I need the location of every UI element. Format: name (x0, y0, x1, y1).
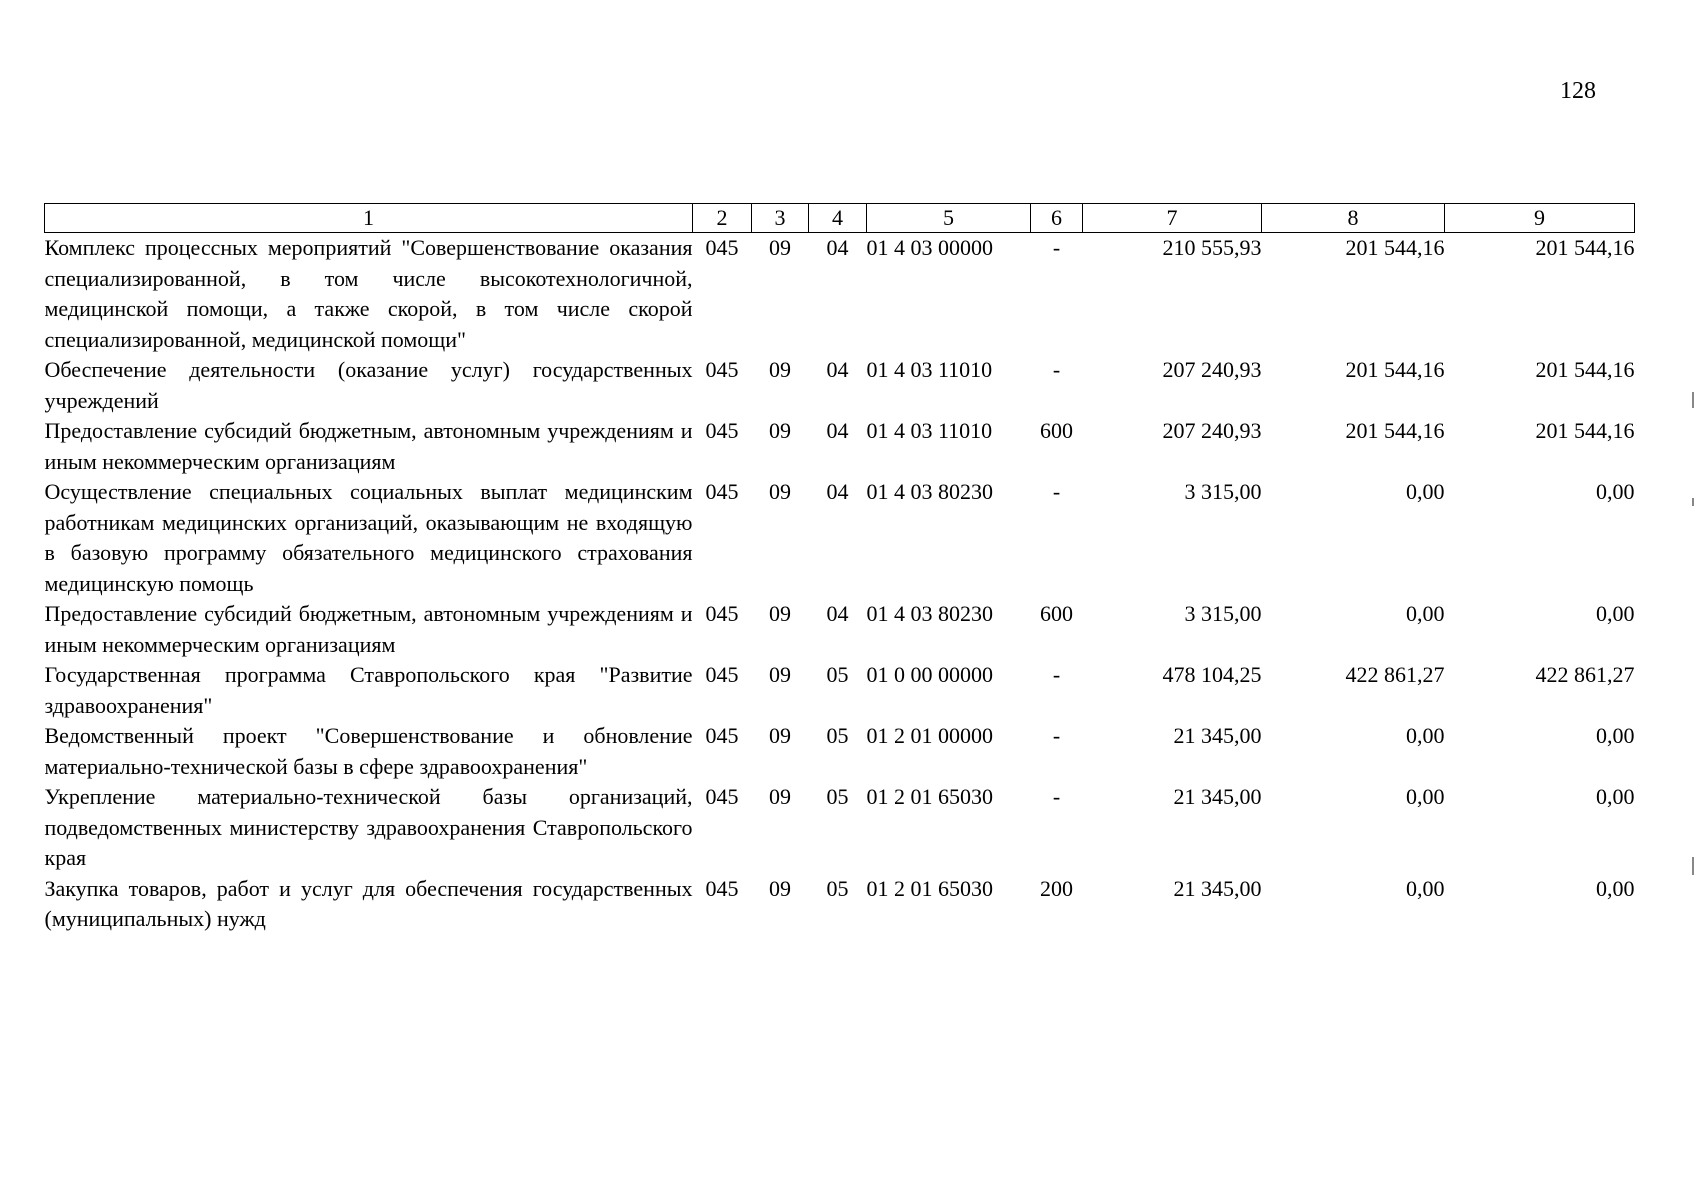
row-col-3-cell: 09 (769, 479, 791, 504)
budget-table (44, 203, 1635, 935)
row-col-5-cell: 01 2 01 65030 (866, 784, 993, 809)
row-col-2-cell: 045 (705, 662, 739, 687)
table-row (45, 874, 1635, 935)
row-col-8-cell: 422 861,27 (1345, 662, 1445, 687)
row-col-4-cell: 05 (826, 875, 849, 901)
page-number: 128 (1560, 78, 1596, 104)
row-col-7-cell: 3 315,00 (1184, 601, 1262, 626)
scan-edge-mark (1692, 857, 1694, 875)
table-row (45, 782, 1635, 874)
row-col-2-cell: 045 (705, 357, 739, 382)
row-col-7-cell: 21 345,00 (1173, 723, 1262, 748)
row-col-5-cell: 01 2 01 65030 (866, 875, 993, 901)
row-col-5-cell: 01 4 03 80230 (866, 601, 993, 626)
header-col-2: 2 (693, 204, 752, 233)
scan-edge-mark (1692, 392, 1694, 408)
row-col-8-cell: 201 544,16 (1345, 418, 1445, 443)
row-name-cell: Предоставление субсидий бюджетным, автономным учреждениям и иным некоммерческим организациям (44, 601, 693, 657)
row-col-6-cell: - (1052, 357, 1061, 382)
table-row (45, 355, 1635, 416)
row-col-6-cell: - (1052, 235, 1061, 260)
row-col-2-cell: 045 (705, 875, 739, 901)
row-col-6-cell: 200 (1040, 875, 1073, 901)
table-row (45, 477, 1635, 599)
row-col-6-cell: - (1052, 723, 1061, 748)
row-col-5-cell: 01 4 03 11010 (866, 357, 993, 382)
row-col-7-cell: 210 555,93 (1162, 235, 1262, 260)
row-col-5-cell: 01 4 03 11010 (866, 418, 993, 443)
row-col-8-cell: 0,00 (1406, 784, 1445, 809)
row-col-4-cell: 04 (826, 418, 849, 443)
row-col-6-cell: 600 (1040, 601, 1073, 626)
row-col-7-cell: 3 315,00 (1184, 479, 1262, 504)
table-row (45, 660, 1635, 721)
header-col-3: 3 (752, 204, 809, 233)
row-col-4-cell: 05 (826, 784, 849, 809)
row-name-cell: Закупка товаров, работ и услуг для обеспечения государственных (муниципальных) нужд (44, 875, 693, 931)
row-col-2-cell: 045 (705, 235, 739, 260)
row-col-4-cell: 04 (826, 479, 849, 504)
row-col-9-cell: 201 544,16 (1535, 418, 1635, 443)
row-name-cell: Укрепление материально-технической базы организаций, подведомственных министерству здравоохранения Ставропольского края (44, 784, 693, 870)
row-col-8-cell: 201 544,16 (1345, 235, 1445, 260)
row-name-cell: Государственная программа Ставропольского края "Развитие здравоохранения" (44, 662, 693, 718)
row-col-9-cell: 201 544,16 (1535, 235, 1635, 260)
row-col-2-cell: 045 (705, 601, 739, 626)
row-col-9-cell: 201 544,16 (1535, 357, 1635, 382)
row-col-7-cell: 478 104,25 (1162, 662, 1262, 687)
header-col-5: 5 (867, 204, 1031, 233)
header-row (45, 204, 1635, 233)
row-col-4-cell: 04 (826, 357, 849, 382)
row-col-4-cell: 05 (826, 723, 849, 748)
row-col-3-cell: 09 (769, 601, 791, 626)
row-col-8-cell: 0,00 (1406, 479, 1445, 504)
header-col-8: 8 (1262, 204, 1445, 233)
row-col-4-cell: 05 (826, 662, 849, 687)
row-name-cell: Ведомственный проект "Совершенствование и обновление материально-технической базы в сфере здравоохранения" (44, 723, 693, 779)
row-col-2-cell: 045 (705, 723, 739, 748)
row-col-2-cell: 045 (705, 418, 739, 443)
row-col-6-cell: - (1052, 662, 1061, 687)
row-col-9-cell: 0,00 (1596, 723, 1635, 748)
table-row (45, 599, 1635, 660)
table-body (45, 233, 1635, 935)
row-col-8-cell: 0,00 (1406, 875, 1445, 901)
row-col-8-cell: 0,00 (1406, 723, 1445, 748)
row-col-7-cell: 207 240,93 (1162, 357, 1262, 382)
row-col-2-cell: 045 (705, 479, 739, 504)
header-col-7: 7 (1083, 204, 1262, 233)
row-col-4-cell: 04 (826, 235, 849, 260)
row-col-6-cell: - (1052, 479, 1061, 504)
row-col-5-cell: 01 4 03 00000 (866, 235, 993, 260)
row-name-cell: Обеспечение деятельности (оказание услуг) государственных учреждений (44, 357, 693, 413)
row-col-3-cell: 09 (769, 662, 791, 687)
header-col-4: 4 (809, 204, 867, 233)
header-col-9: 9 (1445, 204, 1635, 233)
row-col-6-cell: 600 (1040, 418, 1073, 443)
header-col-6: 6 (1031, 204, 1083, 233)
row-name-cell: Комплекс процессных мероприятий "Совершенствование оказания специализированной, в том числе высокотехнологичной, медицинской помощи, а также скорой, в том числе скорой специализированной, медицинской помощи" (44, 235, 693, 352)
row-col-7-cell: 21 345,00 (1173, 875, 1262, 901)
row-col-3-cell: 09 (769, 875, 791, 901)
header-col-1: 1 (45, 204, 693, 233)
row-col-9-cell: 0,00 (1596, 601, 1635, 626)
row-col-7-cell: 21 345,00 (1173, 784, 1262, 809)
row-col-3-cell: 09 (769, 235, 791, 260)
row-col-3-cell: 09 (769, 723, 791, 748)
row-col-7-cell: 207 240,93 (1162, 418, 1262, 443)
row-col-5-cell: 01 4 03 80230 (866, 479, 993, 504)
row-name-cell: Предоставление субсидий бюджетным, автономным учреждениям и иным некоммерческим организациям (44, 418, 693, 474)
row-col-4-cell: 04 (826, 601, 849, 626)
row-col-5-cell: 01 0 00 00000 (866, 662, 993, 687)
row-col-9-cell: 0,00 (1596, 875, 1635, 901)
row-col-3-cell: 09 (769, 784, 791, 809)
row-col-9-cell: 0,00 (1596, 479, 1635, 504)
row-col-6-cell: - (1052, 784, 1061, 809)
row-col-9-cell: 422 861,27 (1535, 662, 1635, 687)
row-col-5-cell: 01 2 01 00000 (866, 723, 993, 748)
row-col-3-cell: 09 (769, 357, 791, 382)
table-row (45, 416, 1635, 477)
table-row (45, 721, 1635, 782)
scan-edge-mark (1692, 498, 1694, 506)
row-name-cell: Осуществление специальных социальных выплат медицинским работникам медицинских организаций, оказывающим не входящую в базовую программу обязательного медицинского страхования медицинскую помощь (44, 479, 693, 596)
row-col-8-cell: 0,00 (1406, 601, 1445, 626)
row-col-9-cell: 0,00 (1596, 784, 1635, 809)
table-row (45, 233, 1635, 356)
row-col-2-cell: 045 (705, 784, 739, 809)
row-col-8-cell: 201 544,16 (1345, 357, 1445, 382)
row-col-3-cell: 09 (769, 418, 791, 443)
